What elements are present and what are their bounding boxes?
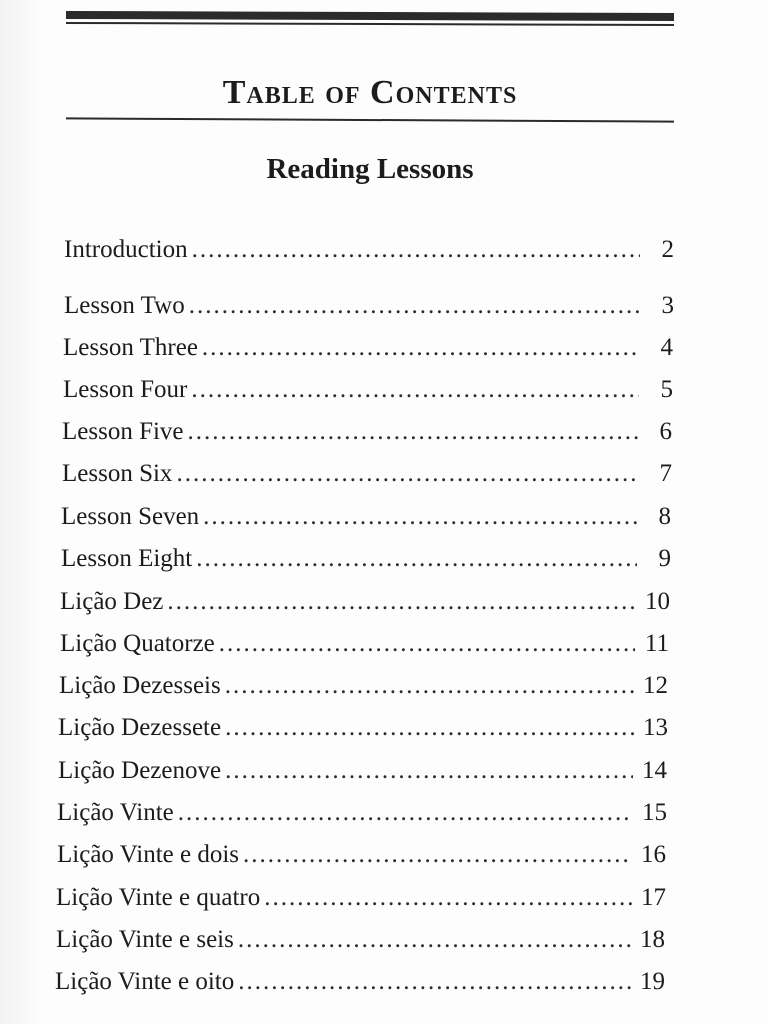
entry-label: Lição Dezessete <box>58 714 222 741</box>
entry-label: Lição Vinte <box>57 799 174 826</box>
dot-leader <box>189 292 640 320</box>
toc-entry[interactable] <box>59 672 668 708</box>
toc-entry[interactable] <box>55 968 665 1004</box>
entry-label: Lesson Seven <box>61 503 200 530</box>
entry-label: Lesson Five <box>62 418 184 445</box>
toc-entry[interactable] <box>60 630 669 666</box>
entry-label: Introduction <box>64 236 188 263</box>
entry-page-number: 2 <box>661 236 674 263</box>
dot-leader <box>176 460 638 488</box>
dot-leader <box>238 968 631 996</box>
dot-leader <box>243 841 632 869</box>
title-rule <box>66 117 674 122</box>
entry-label: Lição Dezesseis <box>59 672 221 699</box>
dot-leader <box>203 503 637 531</box>
dot-leader <box>225 714 634 742</box>
entry-page-number: 17 <box>641 884 666 911</box>
toc-entry[interactable] <box>60 588 670 624</box>
entry-page-number: 14 <box>642 757 667 784</box>
toc-entry[interactable] <box>62 418 672 454</box>
entry-page-number: 13 <box>643 714 668 741</box>
dot-leader <box>188 418 638 446</box>
entry-label: Lesson Two <box>64 292 185 319</box>
dot-leader <box>225 672 634 700</box>
toc-entry[interactable] <box>64 236 674 272</box>
toc-entry[interactable] <box>61 545 671 581</box>
entry-page-number: 18 <box>640 926 665 953</box>
entry-label: Lição Vinte e dois <box>57 841 240 868</box>
entry-label: Lição Vinte e oito <box>55 968 235 995</box>
dot-leader <box>219 630 635 658</box>
section-heading: Reading Lessons <box>266 153 474 185</box>
entry-page-number: 11 <box>644 630 669 657</box>
toc-entry[interactable] <box>64 292 674 328</box>
page-title: Table of Contents <box>222 74 518 111</box>
dot-leader <box>225 757 633 785</box>
entry-label: Lesson Eight <box>61 545 193 572</box>
dot-leader <box>264 884 632 912</box>
dot-leader <box>178 799 633 827</box>
entry-page-number: 15 <box>642 799 667 826</box>
toc-entry[interactable] <box>61 503 671 539</box>
toc-entry[interactable] <box>63 376 673 412</box>
toc-entry[interactable] <box>57 799 667 835</box>
entry-page-number: 8 <box>658 503 671 530</box>
entry-label: Lição Vinte e quatro <box>56 884 261 911</box>
top-rule-thin <box>66 22 674 26</box>
entry-page-number: 4 <box>660 334 673 361</box>
dot-leader <box>191 376 639 404</box>
dot-leader <box>167 588 636 616</box>
entry-page-number: 7 <box>659 460 672 487</box>
entry-page-number: 5 <box>660 376 673 403</box>
top-rule-thick <box>66 11 674 21</box>
toc-entry[interactable] <box>56 926 665 962</box>
dot-leader <box>202 334 639 362</box>
entry-page-number: 3 <box>661 292 674 319</box>
toc-entry[interactable] <box>58 757 667 793</box>
entry-label: Lição Vinte e seis <box>56 926 234 953</box>
entry-page-number: 19 <box>640 968 665 995</box>
entry-page-number: 6 <box>659 418 672 445</box>
entry-page-number: 16 <box>641 841 666 868</box>
entry-label: Lição Dez <box>60 588 164 615</box>
entry-label: Lesson Six <box>62 460 173 487</box>
entry-label: Lesson Four <box>63 376 188 403</box>
dot-leader <box>238 926 631 954</box>
entry-page-number: 9 <box>658 545 671 572</box>
entry-label: Lição Dezenove <box>58 757 222 784</box>
dot-leader <box>192 236 640 264</box>
entry-label: Lição Quatorze <box>60 630 215 657</box>
toc-entry[interactable] <box>56 884 666 920</box>
entry-label: Lesson Three <box>63 334 198 361</box>
toc-entry[interactable] <box>57 841 666 877</box>
entry-page-number: 12 <box>643 672 668 699</box>
toc-entry[interactable] <box>58 714 668 750</box>
entry-page-number: 10 <box>645 588 670 615</box>
dot-leader <box>196 545 637 573</box>
toc-entry[interactable] <box>62 460 672 496</box>
toc-entry[interactable] <box>63 334 673 370</box>
